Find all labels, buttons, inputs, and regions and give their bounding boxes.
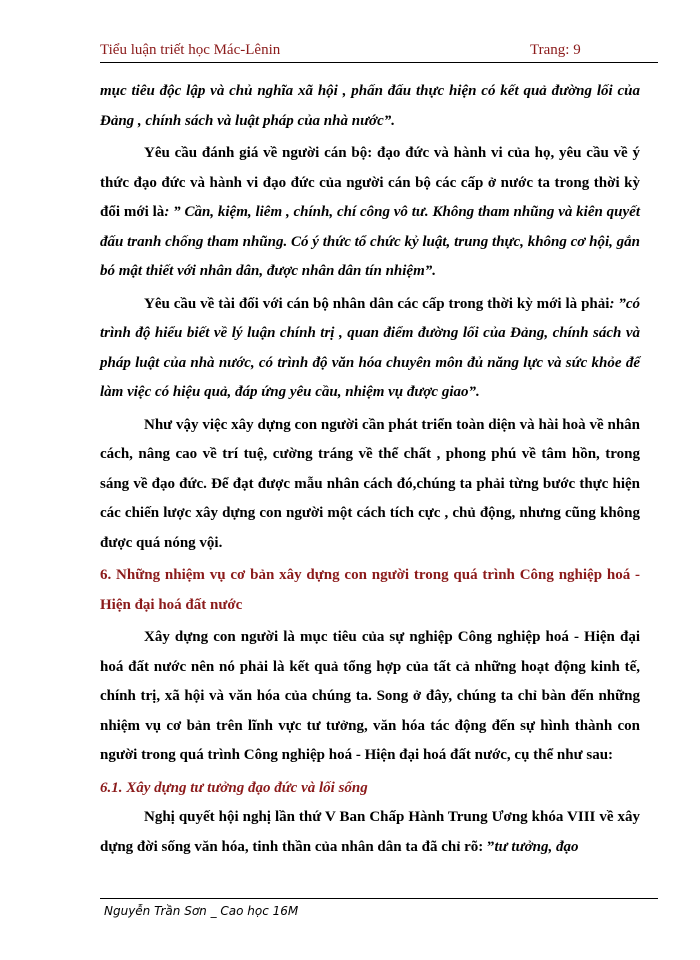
paragraph-lead-text: Yêu cầu đánh giá về người cán bộ: đạo đức và hành vi của họ, yêu cầu về ý thức đạo đức và hành vi đạo đức của người cán bộ các cấp ở nước ta trong thời kỳ đổi mới là	[100, 145, 640, 220]
document-title: Tiểu luận triết học Mác-Lênin	[100, 42, 281, 58]
footer-divider	[100, 898, 658, 899]
paragraph-section-intro: Xây dựng con người là mục tiêu của sự nghiệp Công nghiệp hoá - Hiện đại hoá đất nước nên nó phải là kết quả tổng hợp của tất cả những hoạt động kinh tế, chính trị, xã hội và văn hóa của chúng ta. Song ở đây, chúng ta chỉ bàn đến những nhiệm vụ cơ bản trên lĩnh vực tư tưởng, văn hóa tác động đến sự hình thành con người trong quá trình Công nghiệp hoá - Hiện đại hoá đất nước, cụ thể như sau:	[100, 629, 640, 763]
header-divider	[100, 62, 658, 63]
footer-author: Nguyễn Trần Sơn _ Cao học 16M	[104, 904, 299, 918]
paragraph-lead-text: Yêu cầu về tài đối với cán bộ nhân dân các cấp trong thời kỳ mới là phải	[144, 295, 610, 312]
subsection-heading: 6.1. Xây dựng tư tưởng đạo đức và lối sống	[100, 779, 368, 796]
page-body	[100, 77, 640, 862]
paragraph-quote: : ”có trình độ hiểu biết về lý luận chính trị , quan điểm đường lối của Đảng, chính sách và pháp luật của nhà nước, có trình độ văn hóa chuyên môn đủ năng lực và sức khỏe để làm việc có hiệu quả, đáp ứng yêu cầu, nhiệm vụ được giao”.	[100, 295, 641, 400]
paragraph-continuation: mục tiêu độc lập và chủ nghĩa xã hội , phấn đấu thực hiện có kết quả đường lối của Đảng , chính sách và luật pháp của nhà nước”.	[100, 83, 640, 129]
page-header	[100, 40, 658, 64]
paragraph-lead-text: Nghị quyết hội nghị lần thứ V Ban Chấp Hành Trung Ương khóa VIII về xây dựng đời sống văn hóa, tinh thần của nhân dân ta đã chỉ rõ: ”	[100, 809, 640, 855]
section-heading: 6. Những nhiệm vụ cơ bản xây dựng con người trong quá trình Công nghiệp hoá - Hiện đại hoá đất nước	[100, 567, 640, 613]
paragraph-resolution	[100, 803, 640, 862]
page-number: Trang: 9	[530, 42, 581, 58]
paragraph-quote: tư tưởng, đạo	[494, 838, 579, 855]
paragraph-quote: : ” Cần, kiệm, liêm , chính, chí công vô tư. Không tham nhũng và kiên quyết đấu tranh chống tham nhũng. Có ý thức tổ chức kỷ luật, trung thực, không cơ hội, gắn bó mật thiết với nhân dân, được nhân dân tín nhiệm”.	[100, 204, 640, 279]
paragraph-ethics-requirements	[100, 139, 640, 287]
paragraph-human-development: Như vậy việc xây dựng con người cần phát triển toàn diện và hài hoà về nhân cách, nâng cao về trí tuệ, cường tráng về thể chất , phong phú về tâm hồn, trong sáng về đạo đức. Để đạt được mẫu nhân cách đó,chúng ta phải từng bước thực hiện các chiến lược xây dựng con người một cách tích cực , chủ động, nhưng cũng không được quá nóng vội.	[100, 416, 640, 551]
paragraph-talent-requirements	[100, 290, 640, 408]
